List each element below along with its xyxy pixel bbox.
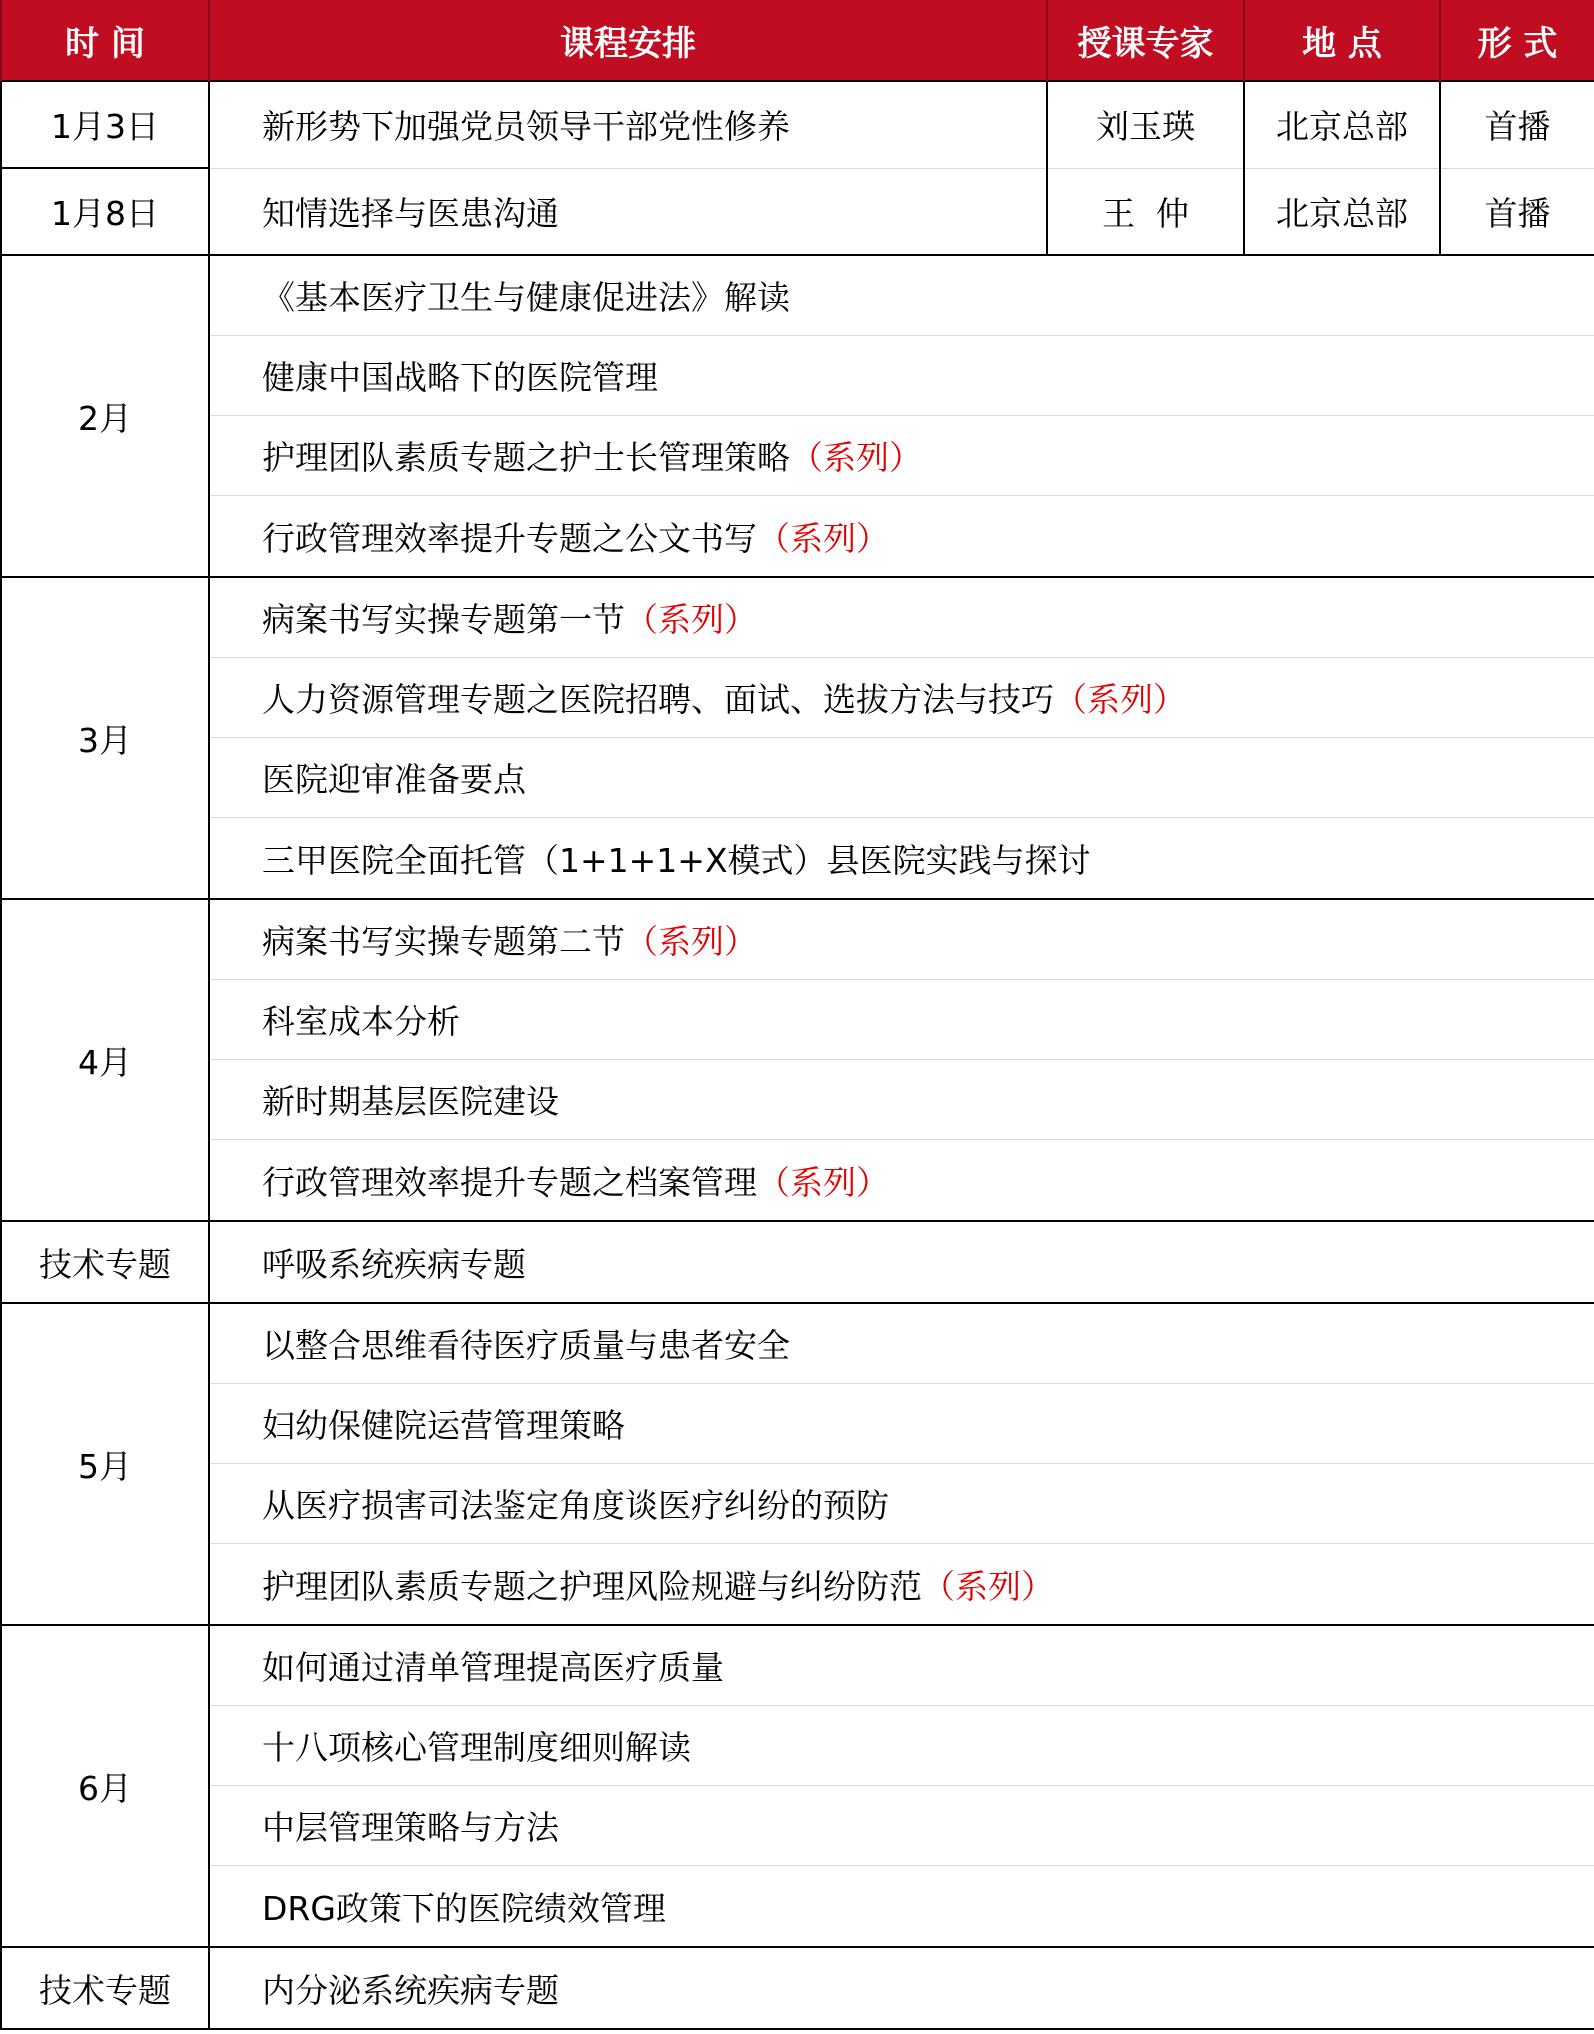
course-title: 护理团队素质专题之护士长管理策略 bbox=[262, 438, 790, 477]
format-cell: 首播 bbox=[1440, 81, 1594, 168]
schedule-row bbox=[1, 738, 1594, 818]
schedule-row bbox=[1, 1384, 1594, 1464]
course-cell bbox=[209, 1140, 1594, 1222]
header-location: 地 点 bbox=[1244, 0, 1440, 81]
schedule-row bbox=[1, 899, 1594, 980]
month-cell: 3月 bbox=[1, 577, 209, 899]
schedule-row bbox=[1, 818, 1594, 900]
month-cell: 技术专题 bbox=[1, 1947, 209, 2029]
date-cell: 1月3日 bbox=[1, 81, 209, 168]
course-cell bbox=[209, 1706, 1594, 1786]
course-title: 医院迎审准备要点 bbox=[262, 760, 526, 799]
schedule-row bbox=[1, 255, 1594, 336]
schedule-row bbox=[1, 1947, 1594, 2029]
schedule-row bbox=[1, 1625, 1594, 1706]
course-title: 以整合思维看待医疗质量与患者安全 bbox=[262, 1326, 790, 1365]
course-cell bbox=[209, 1625, 1594, 1706]
series-tag: （系列） bbox=[625, 600, 757, 639]
schedule-row bbox=[1, 658, 1594, 738]
course-cell bbox=[209, 1947, 1594, 2029]
header-row bbox=[1, 0, 1594, 81]
header-time: 时 间 bbox=[1, 0, 209, 81]
course-cell bbox=[209, 1866, 1594, 1948]
course-cell bbox=[209, 980, 1594, 1060]
course-cell bbox=[209, 1221, 1594, 1303]
schedule-row bbox=[1, 577, 1594, 658]
course-title: 三甲医院全面托管（1+1+1+X模式）县医院实践与探讨 bbox=[262, 840, 1091, 880]
location-cell: 北京总部 bbox=[1244, 81, 1440, 168]
schedule-row bbox=[1, 1303, 1594, 1384]
course-title: 如何通过清单管理提高医疗质量 bbox=[262, 1648, 724, 1687]
course-title: 新形势下加强党员领导干部党性修养 bbox=[209, 81, 1047, 168]
expert-cell: 王 仲 bbox=[1047, 168, 1244, 255]
course-title: 行政管理效率提升专题之公文书写 bbox=[262, 518, 757, 558]
course-cell bbox=[209, 336, 1594, 416]
schedule-row bbox=[1, 980, 1594, 1060]
course-title: 内分泌系统疾病专题 bbox=[262, 1970, 559, 2010]
header-course: 课程安排 bbox=[209, 0, 1047, 81]
course-title: 护理团队素质专题之护理风险规避与纠纷防范 bbox=[262, 1566, 922, 1606]
course-cell bbox=[209, 255, 1594, 336]
schedule-row bbox=[1, 1786, 1594, 1866]
course-cell bbox=[209, 658, 1594, 738]
month-cell: 5月 bbox=[1, 1303, 209, 1625]
schedule-row bbox=[1, 1544, 1594, 1626]
course-title: 呼吸系统疾病专题 bbox=[262, 1244, 526, 1284]
course-title: 病案书写实操专题第一节 bbox=[262, 600, 625, 639]
header-expert: 授课专家 bbox=[1047, 0, 1244, 81]
series-tag: （系列） bbox=[1054, 680, 1186, 719]
course-cell bbox=[209, 1786, 1594, 1866]
course-title: 科室成本分析 bbox=[262, 1002, 460, 1041]
schedule-row bbox=[1, 496, 1594, 578]
location-cell: 北京总部 bbox=[1244, 168, 1440, 255]
course-title: 行政管理效率提升专题之档案管理 bbox=[262, 1162, 757, 1202]
course-cell bbox=[209, 1303, 1594, 1384]
expert-cell: 刘玉瑛 bbox=[1047, 81, 1244, 168]
course-cell bbox=[209, 1384, 1594, 1464]
schedule-row bbox=[1, 336, 1594, 416]
course-title: 《基本医疗卫生与健康促进法》解读 bbox=[262, 278, 790, 317]
course-cell bbox=[209, 416, 1594, 496]
month-cell: 技术专题 bbox=[1, 1221, 209, 1303]
course-title: 知情选择与医患沟通 bbox=[209, 168, 1047, 255]
schedule-row bbox=[1, 1140, 1594, 1222]
course-cell bbox=[209, 1060, 1594, 1140]
course-title: 病案书写实操专题第二节 bbox=[262, 922, 625, 961]
course-title: 新时期基层医院建设 bbox=[262, 1082, 559, 1121]
header-format: 形 式 bbox=[1440, 0, 1594, 81]
course-cell bbox=[209, 899, 1594, 980]
course-cell bbox=[209, 496, 1594, 578]
schedule-row bbox=[1, 81, 1594, 168]
course-cell bbox=[209, 1544, 1594, 1626]
course-title: 中层管理策略与方法 bbox=[262, 1808, 559, 1847]
schedule-row bbox=[1, 1866, 1594, 1948]
date-cell: 1月8日 bbox=[1, 168, 209, 255]
series-tag: （系列） bbox=[790, 438, 922, 477]
schedule-row bbox=[1, 168, 1594, 255]
course-title: 十八项核心管理制度细则解读 bbox=[262, 1728, 691, 1767]
schedule-row bbox=[1, 1221, 1594, 1303]
month-cell: 4月 bbox=[1, 899, 209, 1221]
schedule-body bbox=[1, 0, 1594, 2029]
course-cell bbox=[209, 1464, 1594, 1544]
schedule-row bbox=[1, 1060, 1594, 1140]
course-title: 健康中国战略下的医院管理 bbox=[262, 358, 658, 397]
series-tag: （系列） bbox=[922, 1566, 1054, 1606]
course-cell bbox=[209, 577, 1594, 658]
series-tag: （系列） bbox=[625, 922, 757, 961]
schedule-row bbox=[1, 1464, 1594, 1544]
course-title: DRG政策下的医院绩效管理 bbox=[262, 1888, 666, 1928]
schedule-row bbox=[1, 416, 1594, 496]
schedule-row bbox=[1, 1706, 1594, 1786]
month-cell: 2月 bbox=[1, 255, 209, 577]
series-tag: （系列） bbox=[757, 1162, 889, 1202]
course-title: 人力资源管理专题之医院招聘、面试、选拔方法与技巧 bbox=[262, 680, 1054, 719]
course-cell bbox=[209, 818, 1594, 900]
format-cell: 首播 bbox=[1440, 168, 1594, 255]
course-cell bbox=[209, 738, 1594, 818]
course-title: 从医疗损害司法鉴定角度谈医疗纠纷的预防 bbox=[262, 1486, 889, 1525]
month-cell: 6月 bbox=[1, 1625, 209, 1947]
series-tag: （系列） bbox=[757, 518, 889, 558]
course-title: 妇幼保健院运营管理策略 bbox=[262, 1406, 625, 1445]
